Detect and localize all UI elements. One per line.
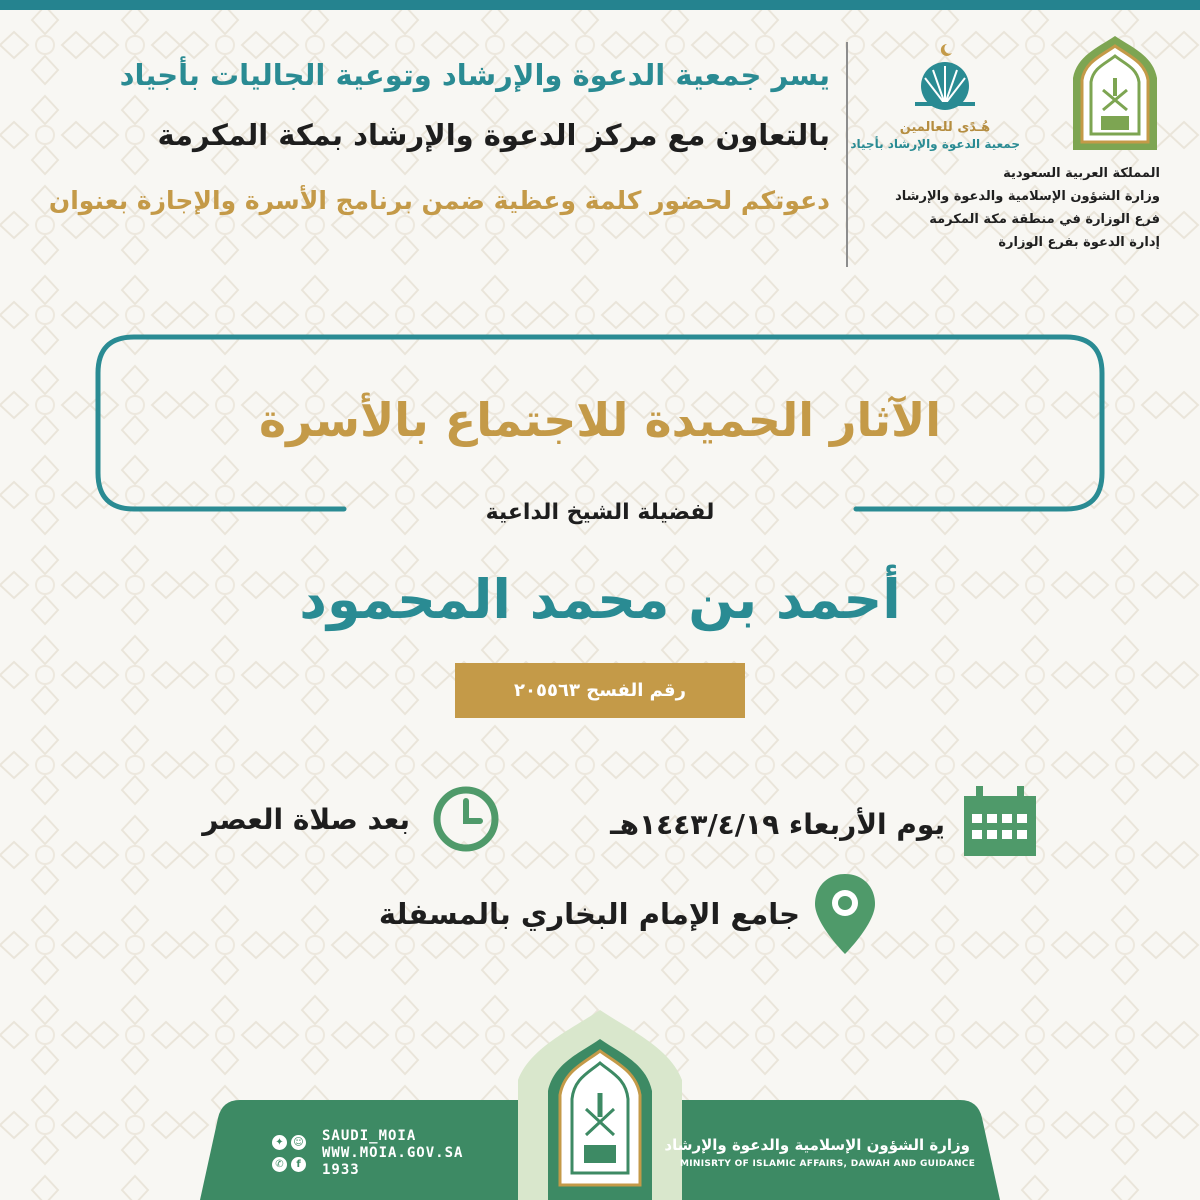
top-accent-strip — [0, 0, 1200, 10]
ministry-line-branch: فرع الوزارة في منطقة مكة المكرمة — [929, 212, 1160, 227]
permit-number-badge: رقم الفسح ٢٠٥٥٦٣ — [455, 663, 745, 718]
lecture-title: الآثار الحميدة للاجتماع بالأسرة — [258, 393, 942, 447]
event-time: بعد صلاة العصر — [202, 803, 410, 836]
footer-ministry — [664, 1133, 976, 1171]
footer-ministry-en: MINISRTY OF ISLAMIC AFFAIRS, DAWAH AND GUIDANCE — [680, 1159, 976, 1169]
social-icons — [268, 1130, 308, 1174]
footer-ministry-ar: وزارة الشؤون الإسلامية والدعوة والإرشاد — [664, 1136, 970, 1154]
header-line-partner: بالتعاون مع مركز الدعوة والإرشاد بمكة المكرمة — [157, 118, 830, 152]
phone-icon[interactable]: ✆ — [272, 1157, 287, 1172]
speaker-name: أحمد بن محمد المحمود — [299, 568, 901, 631]
sheikh-label: لفضيلة الشيخ الداعية — [485, 500, 715, 525]
footer-ministry-logo-icon — [540, 1035, 660, 1200]
twitter-icon[interactable]: ✦ — [272, 1135, 287, 1150]
footer-contacts — [322, 1128, 522, 1179]
association-name: جمعية الدعوة والإرشاد بأجياد — [850, 137, 1020, 151]
footer-phone[interactable]: 1933 — [322, 1162, 360, 1178]
facebook-icon[interactable]: f — [291, 1157, 306, 1172]
association-emblem-icon — [905, 40, 985, 112]
ministry-line-department: إدارة الدعوة بفرع الوزارة — [998, 235, 1160, 250]
calendar-icon — [960, 784, 1040, 860]
event-venue: جامع الإمام البخاري بالمسفلة — [378, 897, 800, 931]
header-invitation — [40, 55, 830, 219]
header-line-host: يسر جمعية الدعوة والإرشاد وتوعية الجاليات بأجياد — [119, 58, 830, 92]
ministry-info — [880, 162, 1160, 254]
ministry-logo-icon — [1067, 34, 1163, 152]
event-date: يوم الأربعاء ١٤٤٣/٤/١٩هـ — [610, 808, 945, 841]
header-line-invite: دعوتكم لحضور كلمة وعظية ضمن برنامج الأسرة والإجازة بعنوان — [48, 186, 830, 215]
footer-website[interactable]: WWW.MOIA.GOV.SA — [322, 1145, 464, 1161]
ministry-line-name: وزارة الشؤون الإسلامية والدعوة والإرشاد — [895, 189, 1160, 204]
association-logo — [850, 40, 1020, 152]
header-divider — [846, 42, 848, 267]
clock-icon — [432, 785, 500, 853]
ministry-line-kingdom: المملكة العربية السعودية — [1003, 166, 1160, 181]
association-motto: هُـدًى للعالمين — [899, 120, 991, 135]
snapchat-icon[interactable]: ☺ — [291, 1135, 306, 1150]
location-pin-icon — [812, 872, 878, 956]
footer-handle[interactable]: SAUDI_MOIA — [322, 1128, 417, 1144]
